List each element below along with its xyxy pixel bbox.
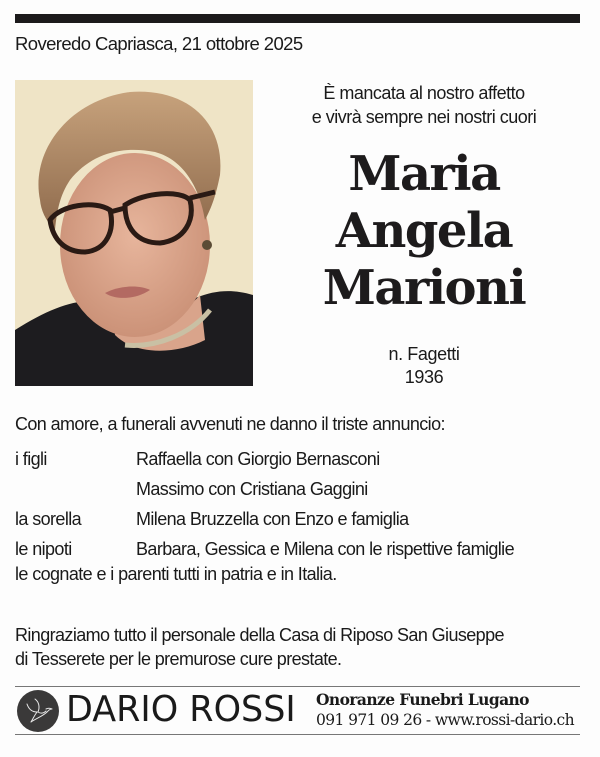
middle-name: Angela xyxy=(335,203,513,259)
maiden-name: n. Fagetti xyxy=(388,344,460,364)
family-names: Barbara, Gessica e Milena con le rispettive famiglie xyxy=(136,538,514,559)
last-name: Marioni xyxy=(322,260,526,316)
family-row xyxy=(15,474,595,504)
place-date: Roveredo Capriasca, 21 ottobre 2025 xyxy=(15,33,303,54)
footer-rule-bottom xyxy=(15,734,580,735)
thanks-block xyxy=(15,623,504,671)
tagline-line-1: È mancata al nostro affetto xyxy=(323,83,525,103)
first-name: Maria xyxy=(348,146,500,202)
thanks-line-2: di Tesserete per le premurose cure prestate. xyxy=(15,649,342,669)
portrait-image xyxy=(15,80,253,386)
family-list xyxy=(15,444,595,564)
family-names: Massimo con Cristiana Gaggini xyxy=(136,478,368,499)
deceased-name xyxy=(260,146,588,317)
birth-year: 1936 xyxy=(404,367,444,387)
dove-icon xyxy=(17,690,59,732)
brand-name: DARIO ROSSI xyxy=(66,689,296,730)
family-row xyxy=(15,534,595,564)
top-bar xyxy=(15,14,580,23)
tagline xyxy=(270,81,578,129)
family-row xyxy=(15,444,595,474)
family-names: Raffaella con Giorgio Bernasconi xyxy=(136,448,380,469)
company-info xyxy=(316,689,574,731)
company-contact: 091 971 09 26 - www.rossi-dario.ch xyxy=(316,711,575,729)
maiden-name-block xyxy=(300,343,548,389)
closing-line: le cognate e i parenti tutti in patria e in Italia. xyxy=(15,564,337,584)
family-relation: i figli xyxy=(15,448,47,469)
company-name: Onoranze Funebri Lugano xyxy=(316,690,529,709)
announcement: Con amore, a funerali avvenuti ne danno il triste annuncio: xyxy=(15,414,445,434)
footer-rule-top xyxy=(15,686,580,687)
family-row xyxy=(15,504,595,534)
family-relation: le nipoti xyxy=(15,538,72,559)
portrait-photo xyxy=(15,80,253,386)
thanks-line-1: Ringraziamo tutto il personale della Casa di Riposo San Giuseppe xyxy=(15,625,504,645)
family-names: Milena Bruzzella con Enzo e famiglia xyxy=(136,508,409,529)
tagline-line-2: e vivrà sempre nei nostri cuori xyxy=(311,107,537,127)
family-relation: la sorella xyxy=(15,508,82,529)
